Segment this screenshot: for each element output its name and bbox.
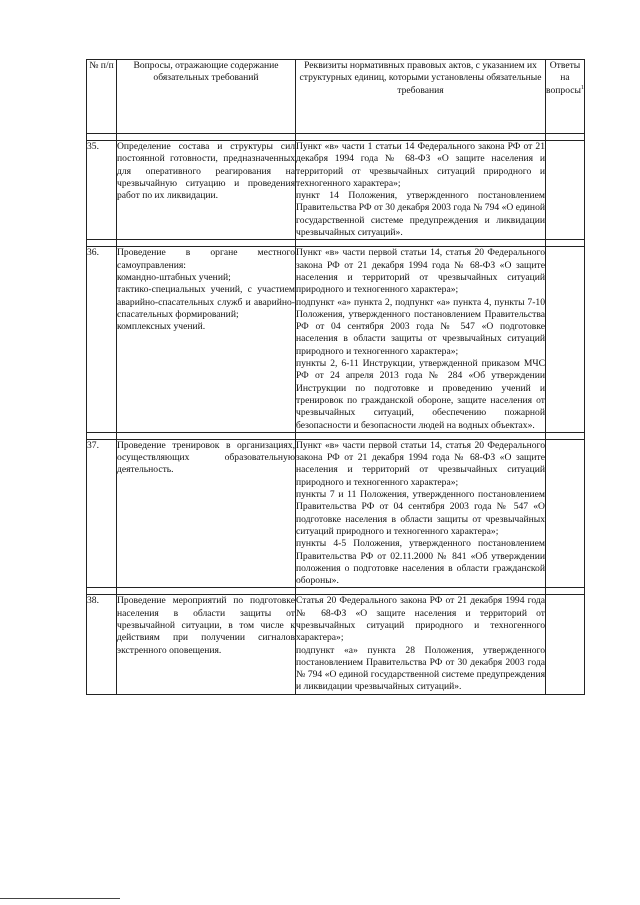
table-row-37 xyxy=(87,439,585,588)
row-number: 36. xyxy=(87,247,117,432)
requirements-table xyxy=(86,59,585,695)
row-requisites xyxy=(296,247,546,432)
question-text: Проведение мероприятий по подготовке населения в области защиты от чрезвычайной ситуации, в том числе к действиям при получении сигналов экстренного оповещения. xyxy=(117,595,295,656)
requisite-item: Статья 20 Федерального закона РФ от 21 декабря 1994 года № 68-ФЗ «О защите населения и территорий от чрезвычайных ситуаций природного и техногенного характера»; xyxy=(296,595,545,644)
row-requisites xyxy=(296,439,546,588)
table-row-35 xyxy=(87,141,585,240)
footnote-separator xyxy=(0,898,120,899)
table-header-row xyxy=(87,60,585,134)
row-number: 35. xyxy=(87,141,117,240)
requisite-item: пункты 4-5 Положения, утвержденного постановлением Правительства РФ от 02.11.2000 № 841 «Об утверждении положения о подготовке населения в области гражданской обороны». xyxy=(296,538,545,587)
requisite-item: пункты 2, 6-11 Инструкции, утвержденной приказом МЧС РФ от 24 апреля 2013 года № 284 «Об утверждении Инструкции по подготовке и проведению учений и тренировок по гражданской обороне, защите населения от чрезвычайных ситуаций, обеспечению пожарной безопасности и безопасности людей на водных объектах». xyxy=(296,358,545,431)
table-row-38 xyxy=(87,595,585,694)
requisite-item: подпункт «а» пункта 28 Положения, утвержденного постановлением Правительства РФ от 30 декабря 2003 года № 794 «О единой государственной системе предупреждения и ликвидации чрезвычайных ситуаций». xyxy=(296,644,545,693)
requisite-item: подпункт «а» пункта 2, подпункт «а» пункта 4, пункты 7-10 Положения, утвержденного постановлением Правительства РФ от 04 сентября 2003 года № 547 «О подготовке населения в области защиты от чрезвычайных ситуаций природного и техногенного характера»; xyxy=(296,296,545,357)
question-text: Проведение тренировок в организациях, осуществляющих образовательную деятельность. xyxy=(117,439,295,476)
row-number: 38. xyxy=(87,595,117,694)
answer-cell[interactable] xyxy=(546,439,585,588)
header-answers xyxy=(546,60,585,134)
question-text: тактико-специальных учений, с участием аварийно-спасательных служб и аварийно-спасательных формирований; xyxy=(117,284,295,320)
table-spacer-row xyxy=(87,240,585,247)
header-questions: Вопросы, отражающие содержание обязательных требований xyxy=(117,60,296,134)
row-number: 37. xyxy=(87,439,117,588)
requisite-item: Пункт «в» части первой статьи 14, статья 20 Федерального закона РФ от 21 декабря 1994 года № 68-ФЗ «О защите населения и территорий от чрезвычайных ситуаций природного и техногенного характера»; xyxy=(296,247,545,296)
requisite-item: Пункт «в» части первой статьи 14, статья 20 Федерального закона РФ от 21 декабря 1994 года № 68-ФЗ «О защите населения и территорий от чрезвычайных ситуаций природного и техногенного характера»; xyxy=(296,439,545,488)
question-text: командно-штабных учений; xyxy=(117,271,231,283)
question-text: Проведение в органе местного самоуправления: xyxy=(117,247,295,271)
requisite-item: пункты 7 и 11 Положения, утвержденного постановлением Правительства РФ от 04 сентября 2003 года № 547 «О подготовке населения в области защиты от чрезвычайных ситуаций природного и техногенного характера»; xyxy=(296,489,545,537)
table-spacer-row xyxy=(87,432,585,439)
header-requisites: Реквизиты нормативных правовых актов, с указанием их структурных единиц, которыми установлены обязательные требования xyxy=(296,60,546,134)
answer-cell[interactable] xyxy=(546,247,585,432)
header-answers-label: Ответы на вопросы xyxy=(546,60,581,96)
row-question xyxy=(117,439,296,588)
row-question xyxy=(117,141,296,240)
row-requisites xyxy=(296,595,546,694)
header-number: № п/п xyxy=(87,60,117,134)
row-question xyxy=(117,247,296,432)
question-text: Определение состава и структуры сил постоянной готовности, предназначенных для оперативного реагирования на чрезвычайную ситуацию и проведения работ по их ликвидации. xyxy=(117,141,295,202)
table-row-36 xyxy=(87,247,585,432)
table-spacer-row xyxy=(87,588,585,595)
answer-cell[interactable] xyxy=(546,595,585,694)
answer-cell[interactable] xyxy=(546,141,585,240)
requisite-item: пункт 14 Положения, утвержденного постановлением Правительства РФ от 30 декабря 2003 года № 794 «О единой государственной системе предупреждения и ликвидации чрезвычайных ситуаций». xyxy=(296,190,545,239)
row-requisites xyxy=(296,141,546,240)
header-answers-footnote: 1 xyxy=(580,84,584,91)
table-spacer-row xyxy=(87,134,585,141)
question-text: комплексных учений. xyxy=(117,321,206,333)
requisite-item: Пункт «в» части 1 статьи 14 Федерального закона РФ от 21 декабря 1994 года № 68-ФЗ «О защите населения и территорий от чрезвычайных ситуаций природного и техногенного характера»; xyxy=(296,141,545,189)
row-question xyxy=(117,595,296,694)
